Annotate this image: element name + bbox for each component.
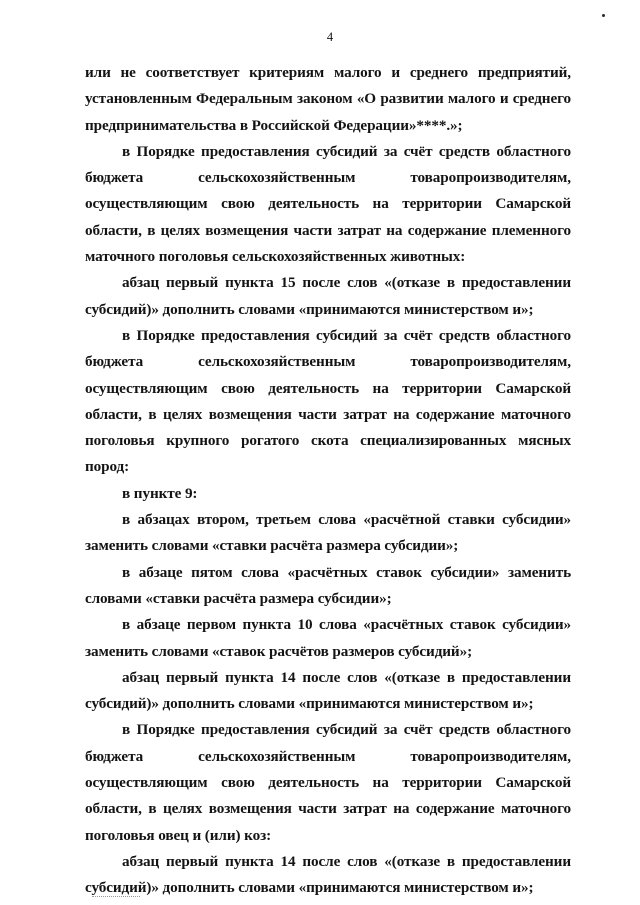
paragraph: в абзацах втором, третьем слова «расчётной ставки субсидии» заменить словами «ставки расчёта размера субсидии»; xyxy=(85,511,571,555)
paragraph: абзац первый пункта 14 после слов «(отказе в предоставлении субсидий)» дополнить словами «принимаются министерством и»; xyxy=(85,852,571,897)
paragraph: в абзаце пятом слова «расчётных ставок субсидии» заменить словами «ставки расчёта размера субсидии»; xyxy=(85,563,571,607)
paragraph: в Порядке предоставления субсидий за счёт средств областного бюджета сельскохозяйственным товаропроизводителям, осуществляющим свою деятельность на территории Самарской области, в целях возмещения части затрат на содержание племенного маточного поголовья сельскохозяйственных животных: xyxy=(85,142,571,266)
paragraph: в Порядке предоставления субсидий за счёт средств областного бюджета сельскохозяйственным товаропроизводителям, осуществляющим свою деятельность на территории Самарской области, в целях возмещения части затрат на содержание маточного поголовья крупного рогатого скота специализированных мясных пород: xyxy=(85,326,571,476)
paragraph: или не соответствует критериям малого и среднего предприятий, установленным Федеральным законом «О развитии малого и среднего предпринимательства в Российской Федерации»****.»; xyxy=(85,64,571,134)
scan-artifact-line xyxy=(92,896,140,897)
scan-speck xyxy=(602,14,605,17)
paragraph: абзац первый пункта 14 после слов «(отказе в предоставлении субсидий)» дополнить словами «принимаются министерством и»; xyxy=(85,668,571,713)
document-body xyxy=(85,60,571,902)
paragraph: в абзаце первом пункта 10 слова «расчётных ставок субсидии» заменить словами «ставок расчётов размеров субсидий»; xyxy=(85,616,571,660)
page-number: 4 xyxy=(326,30,334,44)
paragraph: в пункте 9: xyxy=(122,484,198,502)
paragraph: в Порядке предоставления субсидий за счёт средств областного бюджета сельскохозяйственным товаропроизводителям, осуществляющим свою деятельность на территории Самарской области, в целях возмещения части затрат на содержание маточного поголовья овец и (или) коз: xyxy=(85,721,571,844)
paragraph: абзац первый пункта 15 после слов «(отказе в предоставлении субсидий)» дополнить словами «принимаются министерством и»; xyxy=(85,274,571,318)
